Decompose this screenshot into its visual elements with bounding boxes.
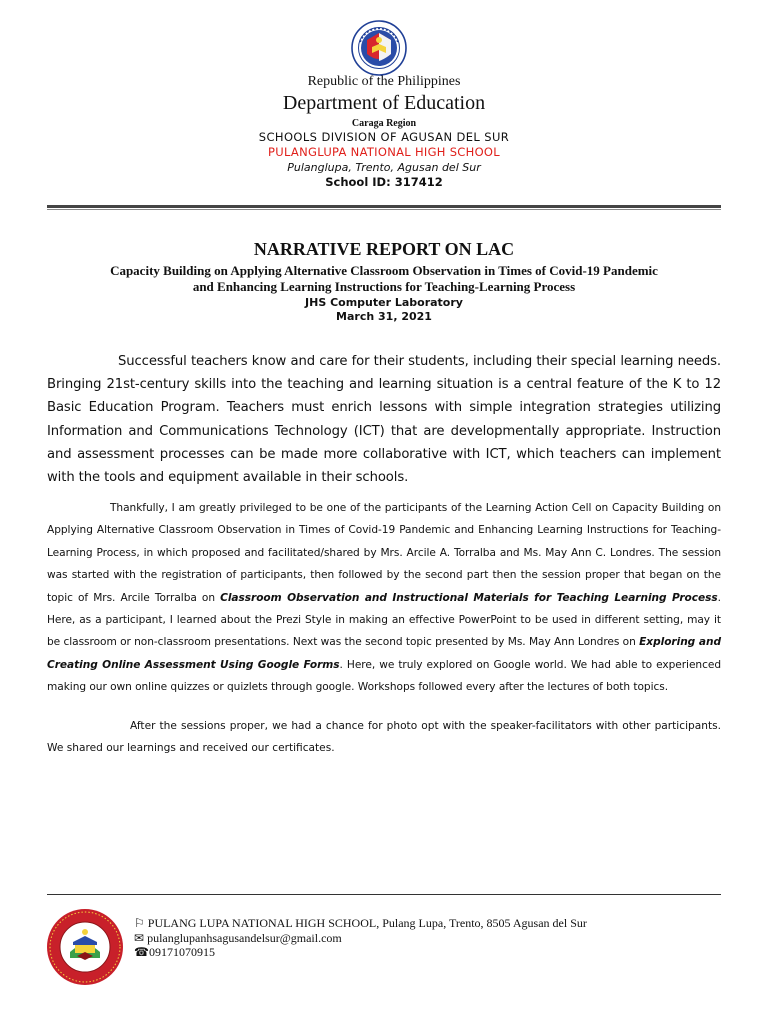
topic-one-title: Classroom Observation and Instructional Materials for Teaching Learning Process <box>220 591 718 604</box>
footer-address: PULANG LUPA NATIONAL HIGH SCHOOL, Pulang Lupa, Trento, 8505 Agusan del Sur <box>147 916 587 930</box>
school-name: PULANGLUPA NATIONAL HIGH SCHOOL <box>268 145 500 159</box>
republic-line: Republic of the Philippines <box>307 74 461 89</box>
footer-email[interactable]: pulanglupanhsagusandelsur@gmail.com <box>147 931 342 945</box>
footer-phone-row <box>134 945 215 960</box>
footer-email-row <box>134 931 342 946</box>
phone-icon: ☎ <box>134 945 149 959</box>
report-date: March 31, 2021 <box>336 310 432 323</box>
footer-phone[interactable]: 09171070915 <box>148 945 215 959</box>
department-title: Department of Education <box>282 92 486 114</box>
envelope-icon: ✉ <box>134 931 145 945</box>
paragraph-session-part3: . Here, we truly explored on Google world. We had able to experienced making our own online quizzes or quizlets through google. Workshops followed every after the lectures of both topics. <box>47 658 721 694</box>
report-title: NARRATIVE REPORT ON LAC <box>253 239 515 259</box>
deped-seal-logo <box>351 20 407 76</box>
paragraph-closing: After the sessions proper, we had a chance for photo opt with the speaker-facilitators with other participants. We shared our learnings and received our certificates. <box>47 720 721 755</box>
header-divider-thin <box>47 209 721 210</box>
report-subtitle-line1: Capacity Building on Applying Alternative Classroom Observation in Times of Covid-19 Pandemic <box>110 263 658 278</box>
topic-two-title: Exploring and Creating Online Assessment Using Google Forms <box>47 636 721 671</box>
report-subtitle-line2: and Enhancing Learning Instructions for Teaching-Learning Process <box>192 279 576 294</box>
school-logo <box>46 908 124 986</box>
school-address: Pulanglupa, Trento, Agusan del Sur <box>287 161 481 174</box>
paragraph-session-part2: . Here, as a participant, I learned about the Prezi Style in making an effective PowerPoint to be used in different setting, may it be classroom or non-classroom presentations. Next was the second topic presented by Ms. May Ann Londres on <box>47 591 721 649</box>
footer-address-row <box>134 916 587 931</box>
division-line: SCHOOLS DIVISION OF AGUSAN DEL SUR <box>258 130 510 144</box>
header-divider <box>47 205 721 208</box>
footer-divider <box>47 894 721 895</box>
flag-icon: ⚐ <box>134 916 145 930</box>
region-line: Caraga Region <box>351 118 417 129</box>
paragraph-session-part1: Thankfully, I am greatly privileged to be one of the participants of the Learning Action Cell on Capacity Building on Applying Alternative Classroom Observation in Times of Covid-19 Pandemic and Enhancing Learning Instructions for Teaching-Learning Process, in which proposed and facilitated/shared by Mrs. Arcile A. Torralba and Ms. May Ann C. Londres. The session was started with the registration of participants, then followed by the second part then the session proper that began on the topic of Mrs. Arcile Torralba on <box>47 502 721 604</box>
paragraph-intro: Successful teachers know and care for their students, including their special learning needs. Bringing 21st-century skills into the teaching and learning situation is a central feature of the K to 12 Basic Education Program. Teachers must enrich lessons with simple integration strategies utilizing Information and Communications Technology (ICT) that are developmentally appropriate. Instruction and assessment processes can be made more collaborative with ICT, which teachers can implement with the tools and equipment available in their schools. <box>47 354 721 486</box>
venue: JHS Computer Laboratory <box>305 296 463 309</box>
paragraph-session <box>47 497 721 699</box>
school-id: School ID: 317412 <box>325 175 443 189</box>
